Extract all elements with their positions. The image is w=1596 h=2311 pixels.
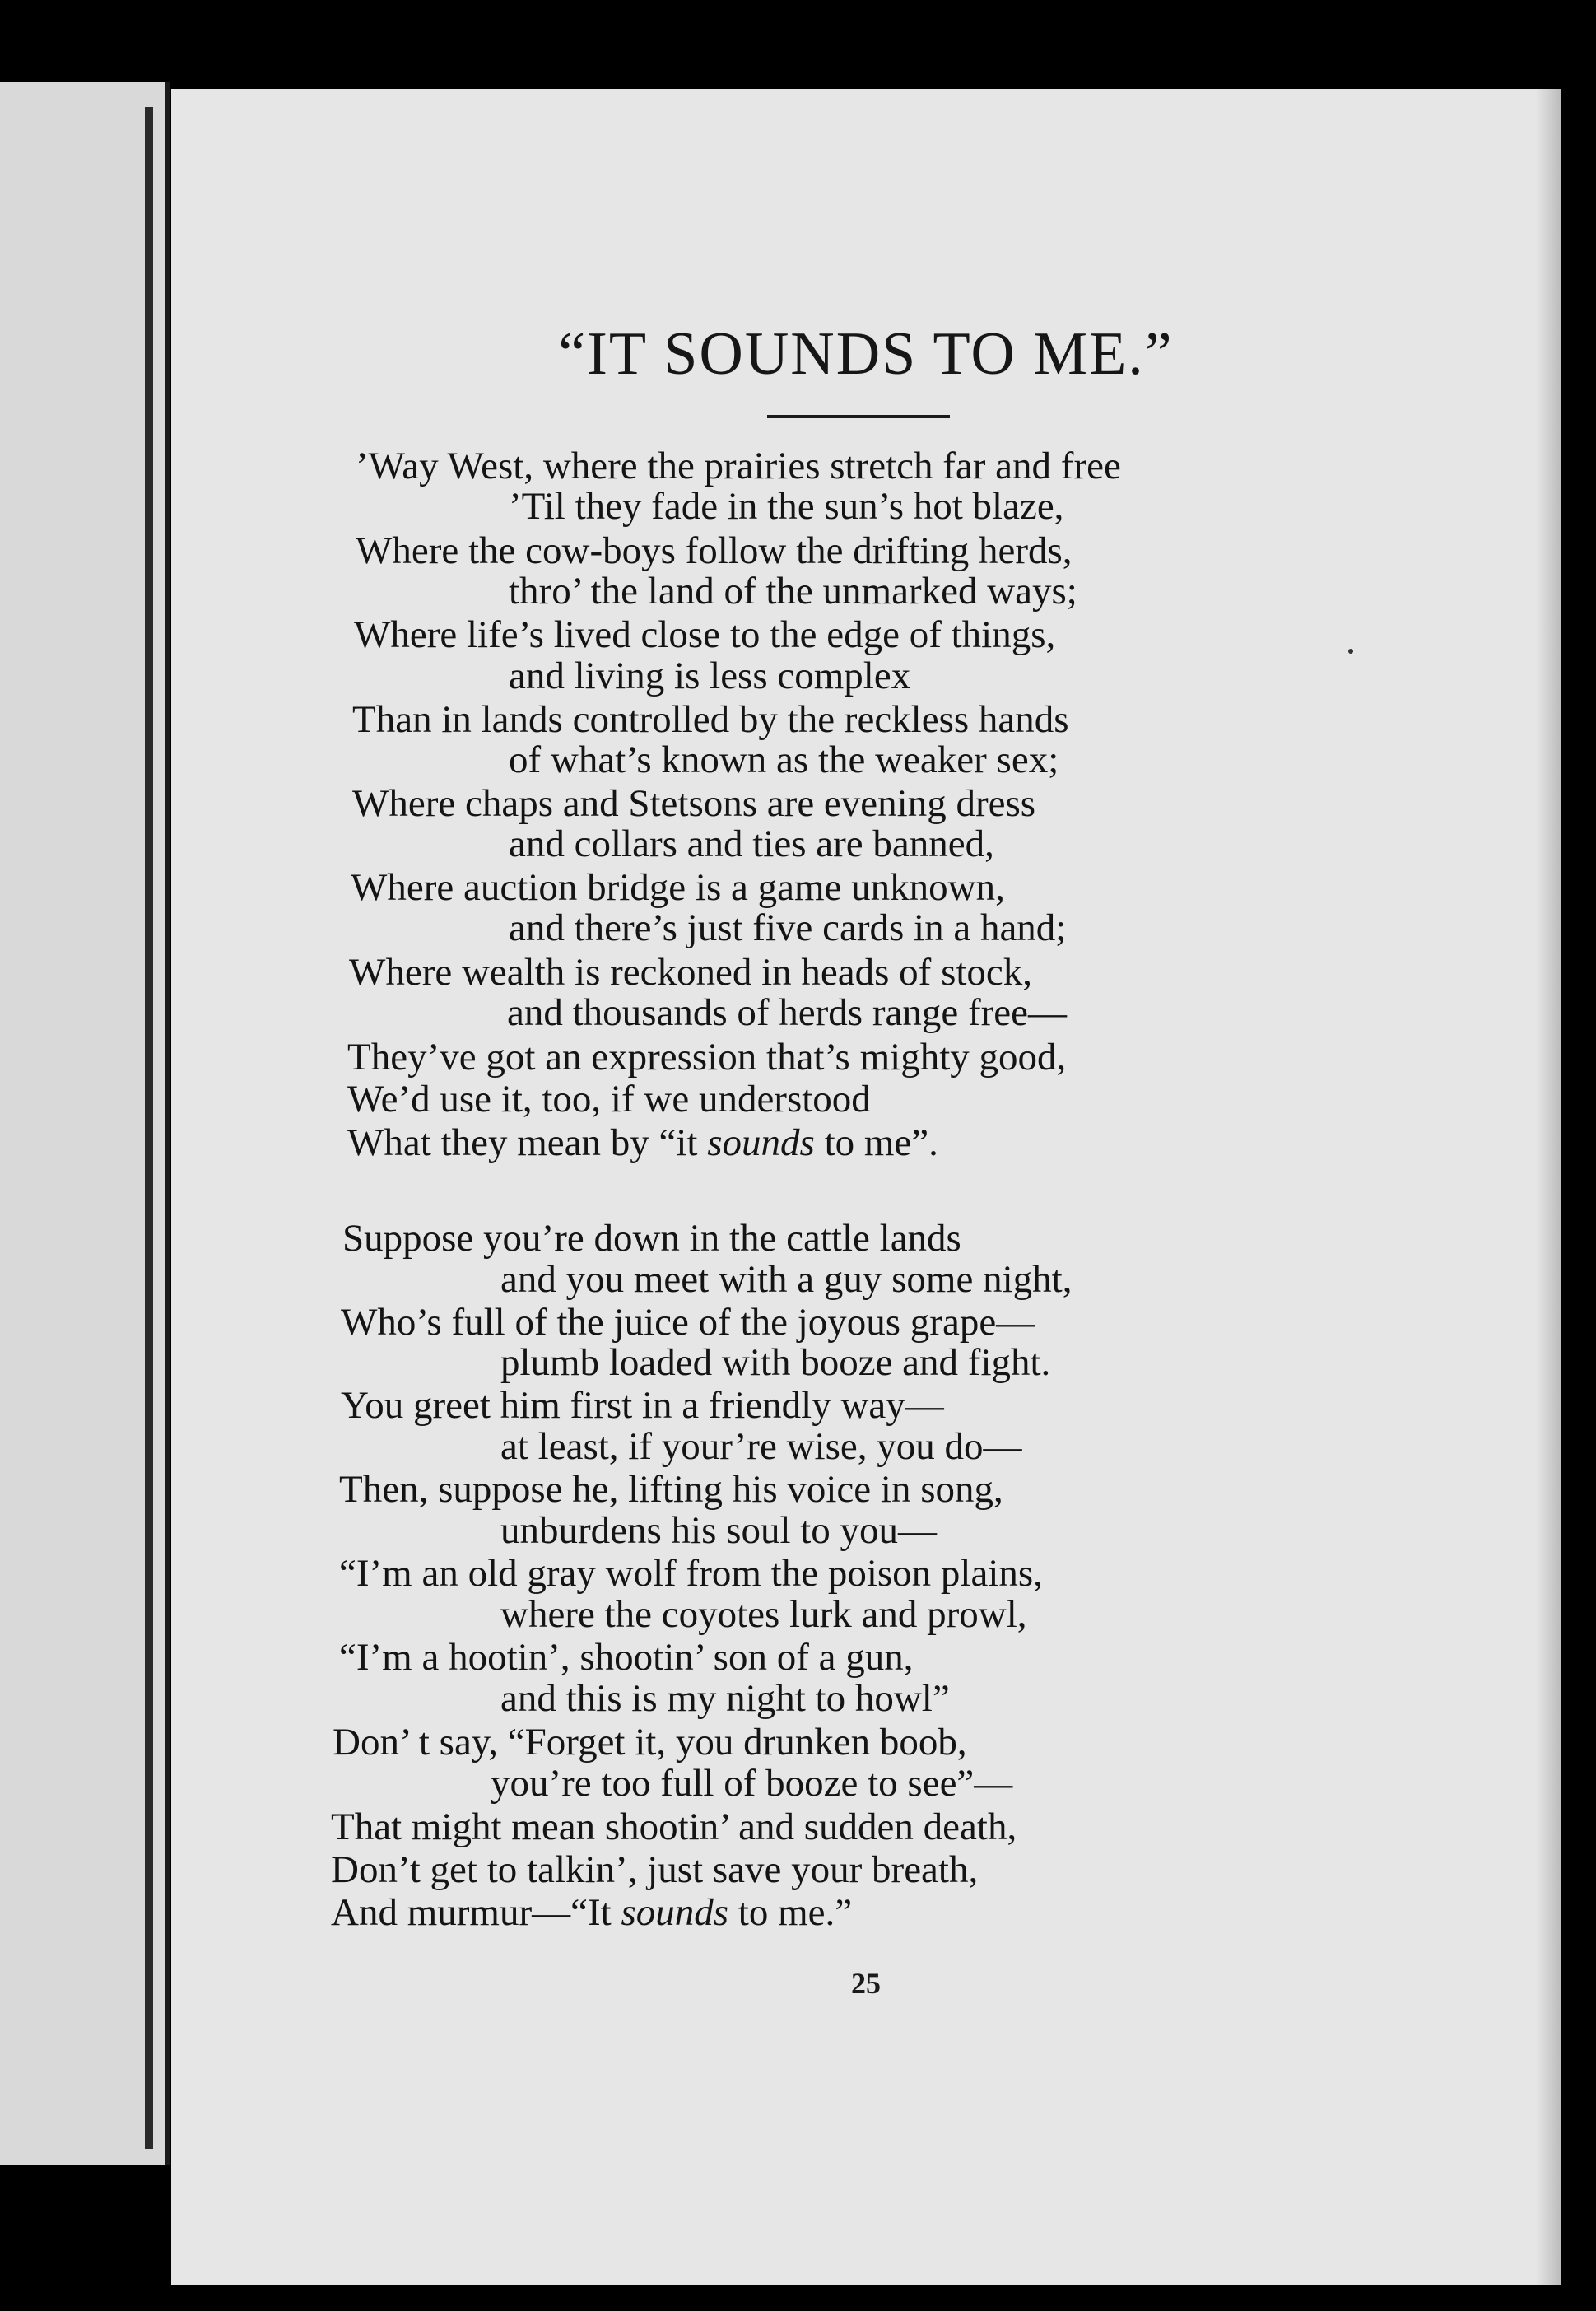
poem-line: you’re too full of booze to see”—: [491, 1762, 1013, 1805]
poem-line-text: And murmur—“It: [331, 1891, 621, 1934]
poem-line: Then, suppose he, lifting his voice in song,: [339, 1468, 1003, 1511]
poem-line: and thousands of herds range free—: [507, 991, 1067, 1034]
poem-line: Where chaps and Stetsons are evening dress: [352, 782, 1036, 825]
poem-line: That might mean shootin’ and sudden death,: [331, 1805, 1017, 1848]
poem-line: Where the cow-boys follow the drifting herds,: [356, 529, 1073, 572]
poem-line-italic: sounds: [621, 1891, 729, 1934]
poem-line: ’Til they fade in the sun’s hot blaze,: [509, 485, 1064, 528]
poem-title: “IT SOUNDS TO ME.”: [558, 320, 1174, 388]
poem-line-text: to me.”: [728, 1891, 853, 1934]
poem-line: of what’s known as the weaker sex;: [509, 738, 1059, 781]
poem-line: Where auction bridge is a game unknown,: [351, 866, 1005, 909]
poem-line: Who’s full of the juice of the joyous grape—: [341, 1301, 1035, 1344]
poem-line: We’d use it, too, if we understood: [347, 1078, 871, 1121]
poem-line: unburdens his soul to you—: [500, 1509, 938, 1552]
previous-page-edge: [0, 82, 170, 2165]
book-page: [171, 89, 1561, 2285]
poem-line: and there’s just five cards in a hand;: [509, 906, 1067, 949]
poem-line: ’Way West, where the prairies stretch far and free: [356, 445, 1121, 487]
poem-line: Than in lands controlled by the reckless hands: [352, 698, 1069, 741]
poem-line: and this is my night to howl”: [500, 1677, 950, 1720]
poem-line: “I’m a hootin’, shootin’ son of a gun,: [339, 1636, 914, 1679]
poem-line: Don’t get to talkin’, just save your breath,: [331, 1848, 979, 1891]
poem-line: and living is less complex: [509, 655, 911, 697]
poem-line: at least, if your’re wise, you do—: [500, 1425, 1022, 1468]
poem-line: “I’m an old gray wolf from the poison plains,: [339, 1552, 1043, 1595]
poem-line-text: What they mean by “it: [347, 1121, 708, 1164]
poem-body: [171, 89, 1561, 2285]
poem-line: and collars and ties are banned,: [509, 822, 994, 865]
poem-line: plumb loaded with booze and fight.: [500, 1341, 1051, 1384]
poem-line: Suppose you’re down in the cattle lands: [342, 1217, 961, 1260]
poem-line: [347, 1121, 938, 1164]
poem-line: They’ve got an expression that’s mighty good,: [347, 1036, 1067, 1079]
poem-line: Don’ t say, “Forget it, you drunken boob,: [333, 1721, 967, 1764]
poem-line-italic: sounds: [707, 1121, 815, 1164]
scan-speck: [1348, 649, 1353, 654]
book-spine-shadow: [145, 107, 153, 2149]
poem-line: thro’ the land of the unmarked ways;: [509, 570, 1077, 613]
page-number: 25: [851, 1967, 881, 2000]
poem-line: and you meet with a guy some night,: [500, 1258, 1073, 1301]
poem-line: Where wealth is reckoned in heads of stock,: [349, 951, 1033, 994]
poem-line-text: to me”.: [814, 1121, 938, 1164]
poem-line: You greet him first in a friendly way—: [341, 1384, 944, 1427]
poem-line: Where life’s lived close to the edge of things,: [354, 613, 1056, 656]
poem-line: [331, 1891, 853, 1934]
poem-line: where the coyotes lurk and prowl,: [500, 1593, 1027, 1636]
